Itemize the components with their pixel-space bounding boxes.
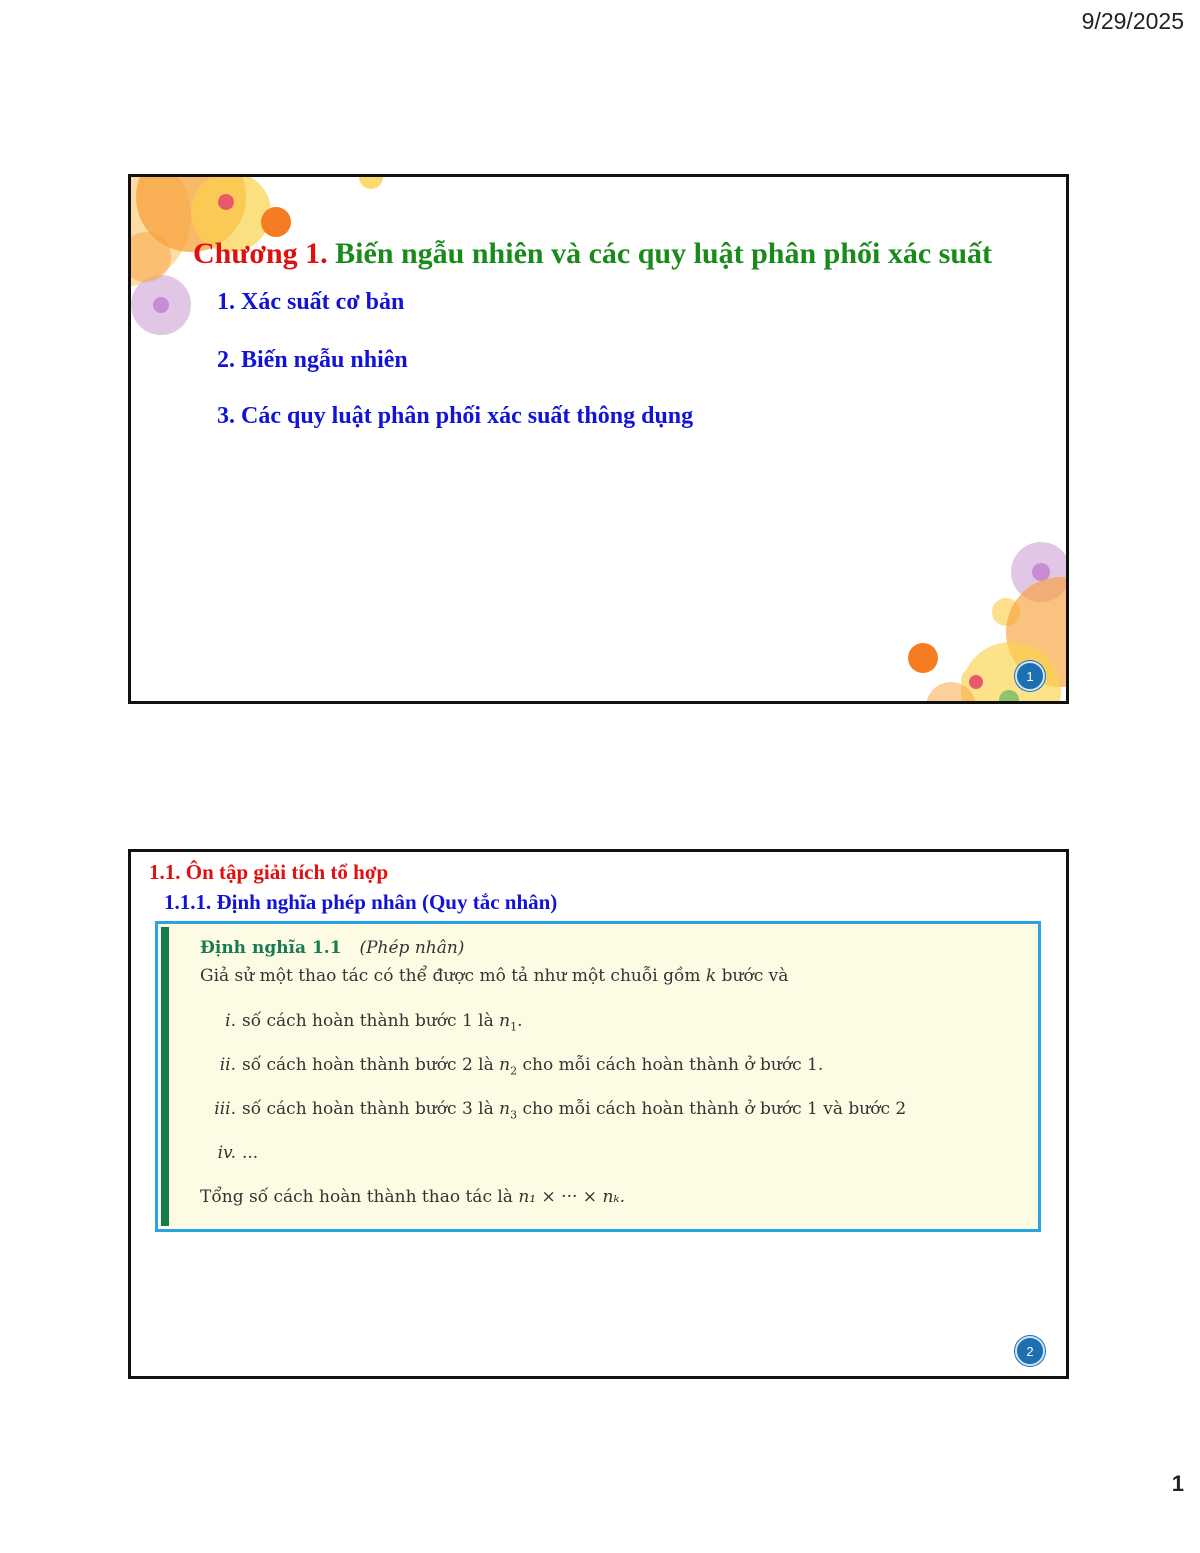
step-variable: n xyxy=(499,1011,511,1031)
definition-step-3 xyxy=(200,1099,906,1121)
chapter-title-prefix: Chương 1. xyxy=(193,237,328,270)
total-formula: n₁ × ··· × nₖ. xyxy=(518,1187,625,1207)
definition-title xyxy=(200,938,464,958)
definition-label: Định nghĩa 1.1 xyxy=(200,938,342,958)
outline-item-3: 3. Các quy luật phân phối xác suất thông dụng xyxy=(217,403,694,429)
step-tail: cho mỗi cách hoàn thành ở bước 1 và bước 2 xyxy=(522,1099,907,1119)
slide-1 xyxy=(128,174,1069,704)
definition-accent-bar xyxy=(161,927,169,1226)
chapter-title-text: Biến ngẫu nhiên và các quy luật phân phối xác suất xyxy=(335,237,993,270)
intro-tail: bước và xyxy=(721,966,789,986)
total-text: Tổng số cách hoàn thành thao tác là xyxy=(200,1187,513,1207)
chapter-title xyxy=(193,237,992,271)
step-variable: n xyxy=(499,1099,511,1119)
step-text: số cách hoàn thành bước 1 là xyxy=(242,1011,494,1031)
step-tail: . xyxy=(517,1011,523,1031)
step-subscript: 2 xyxy=(510,1064,518,1078)
step-tail: cho mỗi cách hoàn thành ở bước 1. xyxy=(522,1055,824,1075)
definition-box xyxy=(155,921,1041,1232)
definition-step-4 xyxy=(200,1143,258,1163)
step-numeral: ii. xyxy=(219,1055,236,1075)
step-subscript: 3 xyxy=(510,1108,518,1122)
definition-step-2 xyxy=(200,1055,823,1077)
slide-number-badge: 2 xyxy=(1015,1336,1045,1366)
step-text: số cách hoàn thành bước 2 là xyxy=(242,1055,494,1075)
slide-number-badge: 1 xyxy=(1015,661,1045,691)
definition-total xyxy=(200,1187,625,1207)
step-numeral: iv. xyxy=(217,1143,236,1163)
step-subscript: 1 xyxy=(510,1020,518,1034)
slide-2 xyxy=(128,849,1069,1379)
outline-item-2: 2. Biến ngẫu nhiên xyxy=(217,347,408,373)
definition-note: (Phép nhân) xyxy=(359,938,465,958)
section-heading: 1.1. Ôn tập giải tích tổ hợp xyxy=(149,860,389,884)
step-text: ... xyxy=(242,1143,259,1163)
page-number: 1 xyxy=(1171,1471,1184,1496)
subsection-heading: 1.1.1. Định nghĩa phép nhân (Quy tắc nhân) xyxy=(164,890,558,914)
step-text: số cách hoàn thành bước 3 là xyxy=(242,1099,494,1119)
step-numeral: i. xyxy=(225,1011,236,1031)
intro-variable: k xyxy=(705,966,717,986)
definition-step-1 xyxy=(200,1011,523,1033)
step-numeral: iii. xyxy=(214,1099,236,1119)
intro-text: Giả sử một thao tác có thể được mô tả như một chuỗi gồm xyxy=(200,966,701,986)
page-date: 9/29/2025 xyxy=(1081,8,1184,34)
outline-item-1: 1. Xác suất cơ bản xyxy=(217,289,405,315)
decorative-circles-top-left xyxy=(131,177,391,367)
step-variable: n xyxy=(499,1055,511,1075)
definition-intro xyxy=(200,966,788,986)
